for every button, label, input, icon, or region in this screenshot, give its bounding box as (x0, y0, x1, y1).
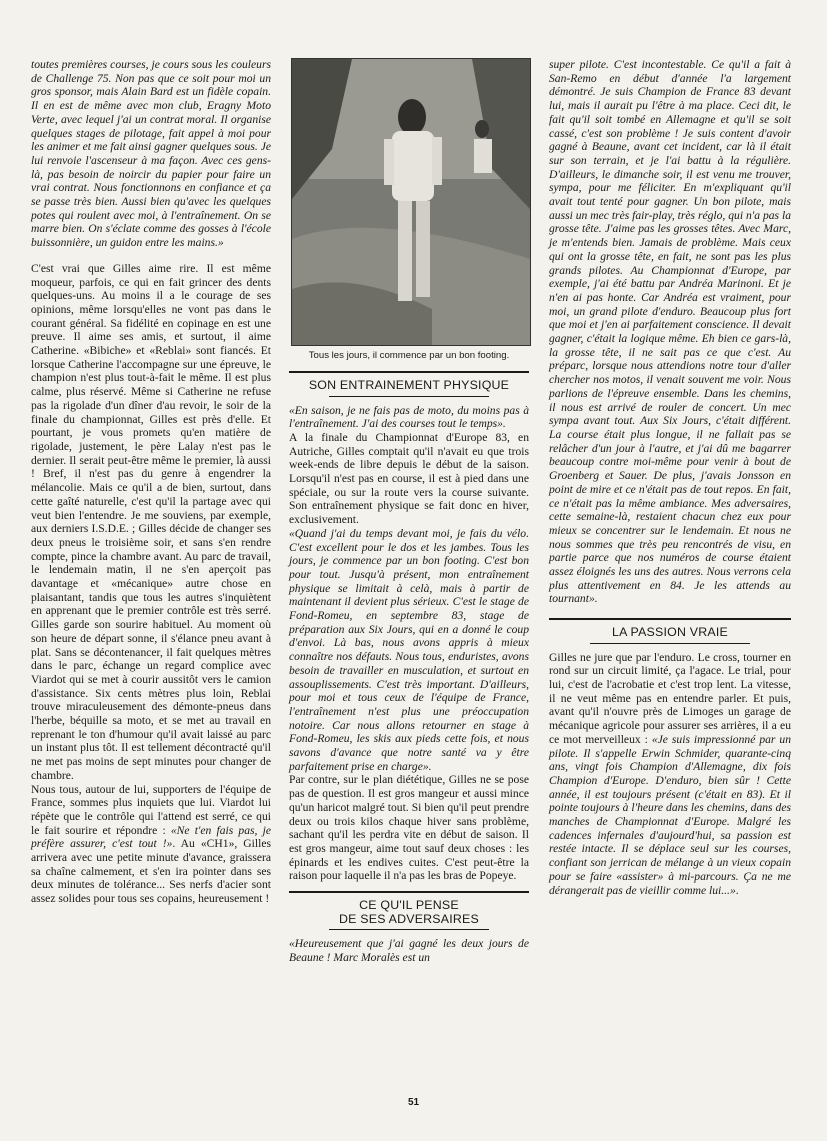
photo-illustration (292, 59, 530, 345)
quote-paragraph: «Heureusement que j'ai gagné les deux jours de Beaune ! Marc Moralès est un (289, 937, 529, 964)
quote-paragraph: super pilote. C'est incontestable. Ce qu'il a fait à San-Remo en début d'année l'a largement démontré. Je suis Champion de France 83 devant lui, mais il aurait pu l'être à ma place. Ceci dit, le fait qu'il soit tombé en Allemagne et qu'il se soit cassé, c'est son problème ! Je suis content d'avoir gagné à Beaune, avant cet incident, car là il était sur son terrain, et je l'ai battu à la régulière. D'ailleurs, le dimanche soir, il est venu me trouver, sympa, pour me féliciter. En m'expliquant qu'il avait tout tenté pour gagner. Un bon pilote, mais aussi un mec très fair-play, très réglo, qui n'a pas la grosse tête. J'aime pas les grosses têtes. Avec Marc, je m'entends bien. Jamais de problème. Mais ceux qui ont la grosse tête, en fait, ne sont pas les plus grands pilotes. Au Championnat d'Europe, par exemple, j'ai été battu par Andréa Marinoni. Et je n'en ai pas honte. Car Andréa est vraiment, pour moi, un grand pilote d'enduro. Beaucoup plus fort que moi et j'en ai parfaitement conscience. Il devait gagner, c'était la logique même. Eh bien ce gars-là, la grosse tête, il ne sait pas ce que c'est. Au préparc, lorsque nous attendions notre tour d'aller chercher nos motos, il venait souvent me voir. Nous parlions de l'épreuve ensemble. Dans les chemins, il nous est arrivé de rouler de concert. Un mec sympa avant tout. Aux Six Jours, c'était différent. La course était plus longue, il ne fallait pas se relâcher d'un jour à l'autre, et j'ai dû me bagarrer beaucoup contre moi-même pour venir à bout de Groenberg et Sauer. De plus, j'avais Jonsson en point de mire et ce n'était pas de tout repos. En fait, ce n'était pas la même ambiance. Mes adversaires, cette semaine-là, restaient chacun chez eux pour mieux se concentrer sur le lendemain. Et nous ne nous sommes que très peu rencontrés de visu, en partie parce que nos numéros de course étaient assez éloignés les uns des autres. Nous verrons cela plus attentivement en 84. Je les attends au tournant». (549, 58, 791, 606)
quote-paragraph: «Quand j'ai du temps devant moi, je fais du vélo. C'est excellent pour le dos et les jambes. Tous les jours, je commence par un bon footing. C'est bon pour tout. Jusqu'à présent, mon entraînement physique se limitait à celà, mais à partir de maintenant il devient plus sérieux. C'est le stage de Fond-Romeu, en septembre 83, stage de préparation aux Six Jours, qui en a donné le coup d'envoi. Là bas, nous avons appris à mieux connaître nos défauts. Nous tous, enduristes, avons besoin de travailler en musculation, et surtout en assouplissements. C'est très important. D'ailleurs, pour moi et tous ceux de l'équipe de France, l'entraînement n'est plus une préoccupation notoire. Car nous allons retourner en stage à Fond-Romeu, les skis aux pieds cette fois, et nous savons d'avance que notre santé va y être parfaitement prise en charge». (289, 526, 529, 773)
column-left (31, 58, 271, 906)
photo-caption: Tous les jours, il commence par un bon footing. (308, 350, 510, 361)
quote-paragraph: «En saison, je ne fais pas de moto, du moins pas à l'entraînement. J'ai des courses tout le temps». (289, 403, 529, 431)
body-paragraph: Gilles ne jure que par l'enduro. Le cross, tourner en rond sur un circuit limité, ça l'agace. Le trial, pour lui, c'est de l'acrobatie et c'est trop lent. La vitesse, il ne veut même pas en entendre parler. Et puis, avant qu'il n'ouvre près de Limoges un garage de mécanique agricole pour assurer ses arrières, il a eu ce mot merveilleux : «Je suis impressionné par un pilote. Il s'appelle Erwin Schmider, quarante-cinq ans, vingt fois Champion d'Allemagne, dix fois Champion d'Europe. D'enduro, bien sûr ! Cette année, il est toujours présent (c'était en 83). Et il pointe toujours à l'heure dans les chemins, dans des manches de Championnat d'Europe. Malgré les cadences infernales d'aujourd'hui, sa passion est restée intacte. Il se déplace seul sur les courses, confiant son jerrican de mélange à un vieux copain pour se faire «assister» à mi-parcours. Ça ne me dérangerait pas de vieillir comme lui...». (549, 650, 791, 897)
section-heading: LA PASSION VRAIE (549, 618, 791, 651)
page-number: 51 (407, 1097, 420, 1108)
column-middle (289, 58, 529, 965)
rider-footing-photo (291, 58, 531, 346)
column-right (549, 58, 791, 897)
body-paragraph: Par contre, sur le plan diététique, Gilles ne se pose pas de question. Il est gros mangeur et aussi mince qu'un haricot malgré tout. Si bien qu'il peut prendre deux ou trois kilos chaque hiver sans problème, sachant qu'il les perdra vite en début de saison. Il est gros mangeur, aime tout sauf deux choses : les épinards et les endives cuites. C'est peut-être la raison pour laquelle il n'a pas les bras de Popeye. (289, 773, 529, 883)
section-heading: SON ENTRAINEMENT PHYSIQUE (289, 371, 529, 404)
quote-paragraph: toutes premières courses, je cours sous les couleurs de Challenge 75. Non pas que ce soit pour moi un gros sponsor, mais Alain Bard est un fidèle copain. Il en est de même avec mon club, Eragny Moto Verte, avec lequel j'ai un contrat moral. Il organise quelques stages de pilotage, fait appel à moi pour les animer et me fait ainsi gagner quelques sous. Je lui renvoie l'ascenseur à ma façon. Avec ces gens-là, pas besoin de noircir du papier pour faire un vrai contrat. Nous fonctionnons en confiance et ça se passe très bien. Aussi bien qu'avec les quelques potes qui roulent avec moi, à l'entraînement. On se marre bien. On s'éclate comme des gosses à l'école buissonnière, un guidon entre les mains.» (31, 58, 271, 250)
section-heading: CE QU'IL PENSE DE SES ADVERSAIRES (289, 891, 529, 937)
body-paragraph: C'est vrai que Gilles aime rire. Il est même moqueur, parfois, ce qui en fait grincer des dents quelques-uns. Au moins il a le courage de ses opinions, même lorsqu'elles ne vont pas dans le courant général. Sa fidélité en copinage en est une preuve. Il aime ses amis, et surtout, il aime Catherine. «Bibiche» et «Reblai» sont fiancés. Et lorsque Catherine l'accompagne sur une épreuve, le champion n'est plus tout-à-fait le même. Il est plus calme, plus réservé. Même si Catherine ne refuse pas la rigolade d'un dîner d'au revoir, le soir de la finale du championnat, Gilles est près d'elle. Et pourtant, je vous promets qu'en matière de rigolade, justement, le père Lalay n'est pas le dernier. Il serait peut-être même le premier, là aussi ! Bref, il n'est pas du genre à engendrer la mélancolie. Mais ce qu'il a de bien, surtout, dans cette gaîté naturelle, c'est qu'il la partage avec qui veut bien l'entendre. Je me souviens, par exemple, aux derniers I.S.D.E. ; Gilles décide de changer ses deux pneus le troisième soir, et sans s'en rendre compte, pince la chambre avant. Au parc de travail, le lendemain matin, il ne s'en aperçoit pas davantage et «mécanique» autre chose en plaisantant, tandis que tous les autres s'inquiètent en apprenant que le premier contrôle est très serré. Gilles garde son sourire habituel. Au moment où son heure de départ sonne, il s'élance pneu avant à plat. Sans se décontenancer, il fait quelques mètres dans le parc, échange un regard complice avec Viardot qui se met à courir aussitôt vers le camion d'assistance. Six cents mètres plus loin, Reblai trouve miraculeusement des démonte-pneus dans l'herbe, béquille sa moto, et se met au travail en reprenant le ton d'humour qu'il avait laissé au parc un instant plus tôt. Il est tellement décontracté qu'il ne met pas moins de sept minutes pour changer de chambre. (31, 261, 271, 782)
body-paragraph: Nous tous, autour de lui, supporters de l'équipe de France, sommes plus inquiets que lui. Viardot lui répète que le contrôle qui l'attend est serré, ce qui le fait sourire et répondre : «Ne t'en fais pas, je préfère assurer, c'est tout !». Au «CH1», Gilles arrivera avec une petite minute d'avance, graissera sa chaîne calmement, et s'en ira pointer dans ses deux minutes de tolérance... Ses nerfs d'acier sont assez solides pour tous ses copains, heureusement ! (31, 782, 272, 906)
body-paragraph: A la finale du Championnat d'Europe 83, en Autriche, Gilles comptait qu'il n'avait eu que trois week-ends de libre depuis le début de la saison. Lorsqu'il n'est pas en course, il est à pied dans une spéciale, ou sur la route vers la course suivante. Son entraînement physique se fait donc en hiver, exclusivement. (289, 430, 529, 527)
